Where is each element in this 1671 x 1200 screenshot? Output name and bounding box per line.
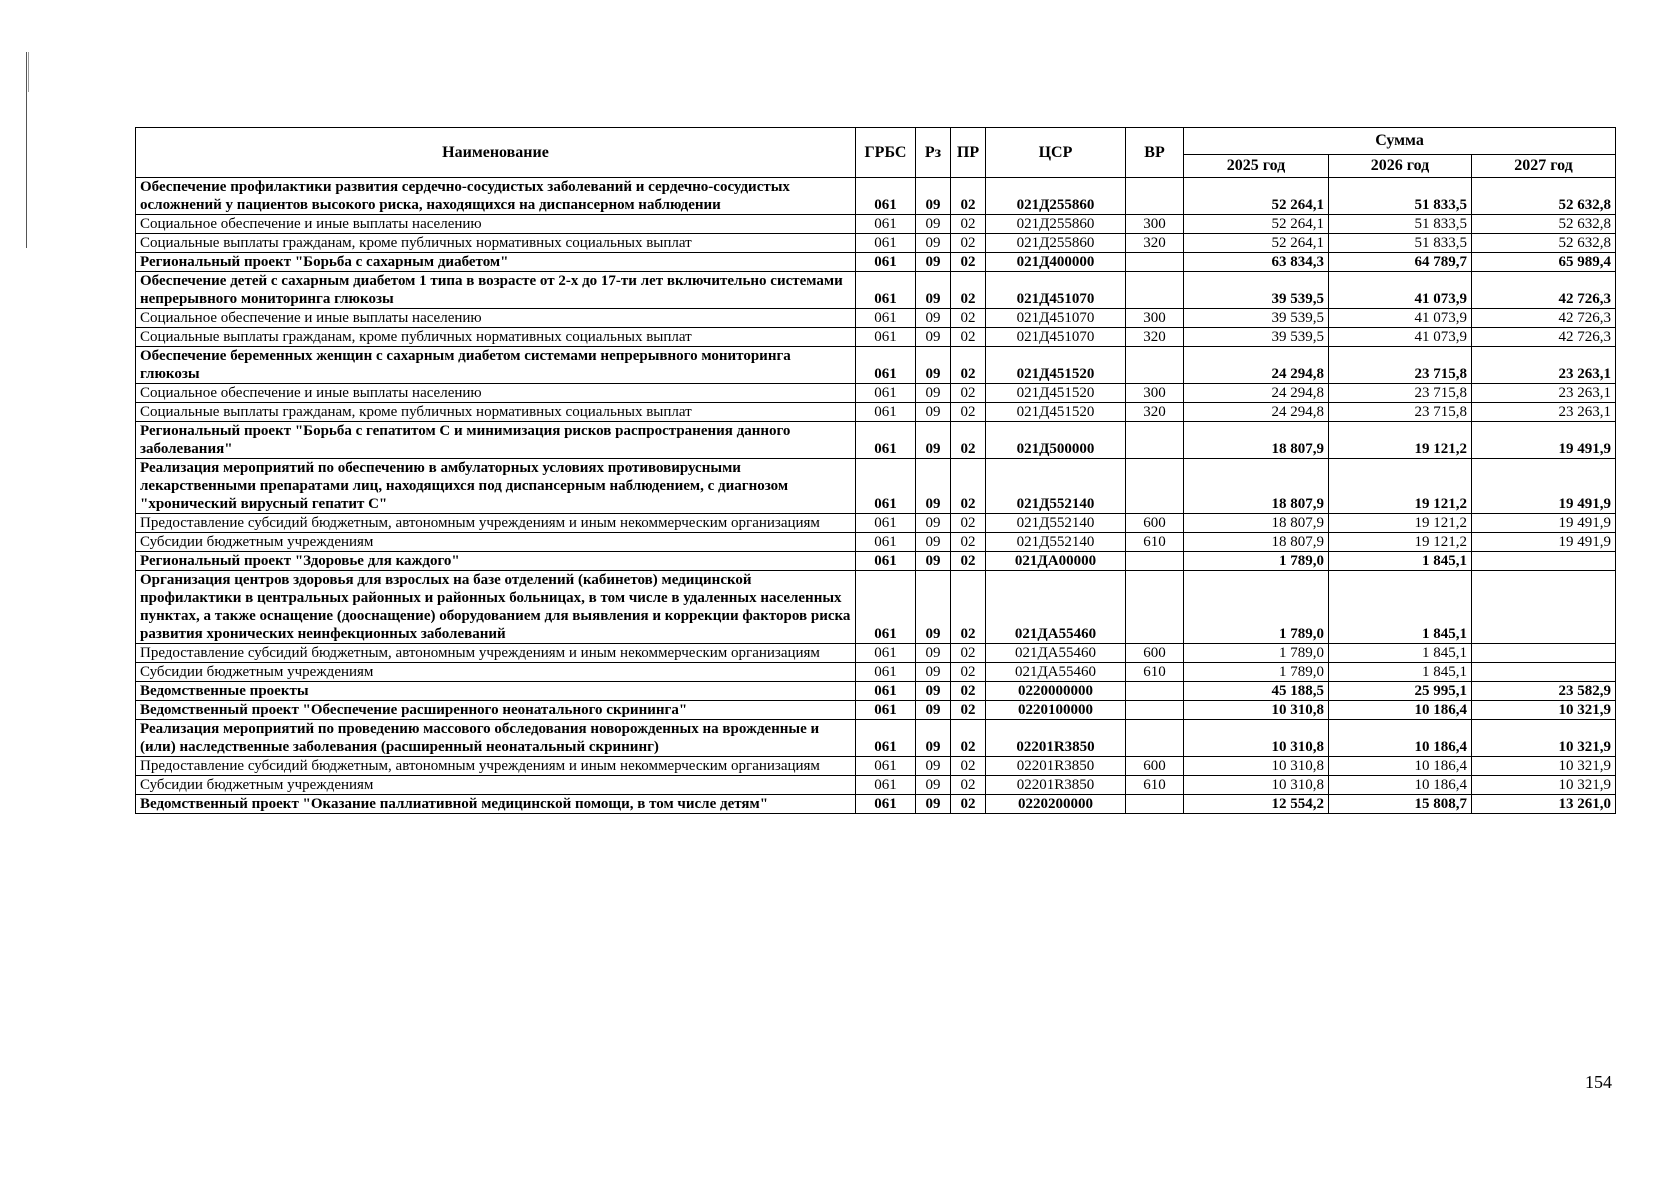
table-row xyxy=(136,682,1616,701)
row-csr: 021Д451520 xyxy=(986,384,1126,403)
row-vr: 610 xyxy=(1126,663,1184,682)
row-amount-2026: 51 833,5 xyxy=(1329,215,1472,234)
row-rz: 09 xyxy=(916,533,951,552)
row-name: Субсидии бюджетным учреждениям xyxy=(136,533,856,552)
table-row xyxy=(136,309,1616,328)
row-rz: 09 xyxy=(916,776,951,795)
table-row xyxy=(136,328,1616,347)
row-rz: 09 xyxy=(916,422,951,459)
row-rz: 09 xyxy=(916,384,951,403)
row-rz: 09 xyxy=(916,795,951,814)
row-pr: 02 xyxy=(951,272,986,309)
row-rz: 09 xyxy=(916,720,951,757)
row-amount-2027: 13 261,0 xyxy=(1472,795,1616,814)
row-grbs: 061 xyxy=(856,720,916,757)
row-rz: 09 xyxy=(916,347,951,384)
row-amount-2026: 23 715,8 xyxy=(1329,347,1472,384)
row-amount-2025: 63 834,3 xyxy=(1184,253,1329,272)
row-vr: 610 xyxy=(1126,533,1184,552)
row-pr: 02 xyxy=(951,253,986,272)
row-amount-2025: 10 310,8 xyxy=(1184,720,1329,757)
row-grbs: 061 xyxy=(856,309,916,328)
row-grbs: 061 xyxy=(856,757,916,776)
row-grbs: 061 xyxy=(856,384,916,403)
row-csr: 021ДА55460 xyxy=(986,663,1126,682)
row-name: Социальное обеспечение и иные выплаты населению xyxy=(136,309,856,328)
row-amount-2026: 1 845,1 xyxy=(1329,644,1472,663)
row-grbs: 061 xyxy=(856,253,916,272)
row-amount-2027: 19 491,9 xyxy=(1472,514,1616,533)
row-name: Ведомственные проекты xyxy=(136,682,856,701)
row-vr: 600 xyxy=(1126,514,1184,533)
row-csr: 0220200000 xyxy=(986,795,1126,814)
row-grbs: 061 xyxy=(856,272,916,309)
row-amount-2027: 23 582,9 xyxy=(1472,682,1616,701)
row-grbs: 061 xyxy=(856,776,916,795)
row-amount-2027: 23 263,1 xyxy=(1472,403,1616,422)
row-pr: 02 xyxy=(951,384,986,403)
page-number: 154 xyxy=(1585,1072,1612,1092)
row-grbs: 061 xyxy=(856,663,916,682)
row-amount-2027 xyxy=(1472,571,1616,644)
row-grbs: 061 xyxy=(856,514,916,533)
row-rz: 09 xyxy=(916,234,951,253)
row-pr: 02 xyxy=(951,795,986,814)
table-row xyxy=(136,663,1616,682)
row-csr: 021Д451520 xyxy=(986,403,1126,422)
row-amount-2026: 10 186,4 xyxy=(1329,776,1472,795)
row-pr: 02 xyxy=(951,533,986,552)
row-amount-2025: 39 539,5 xyxy=(1184,309,1329,328)
row-csr: 021ДА00000 xyxy=(986,552,1126,571)
row-name: Социальное обеспечение и иные выплаты населению xyxy=(136,384,856,403)
header-vr: ВР xyxy=(1126,128,1184,178)
row-csr: 02201R3850 xyxy=(986,720,1126,757)
row-vr: 320 xyxy=(1126,234,1184,253)
row-amount-2027: 23 263,1 xyxy=(1472,347,1616,384)
table-row xyxy=(136,234,1616,253)
row-pr: 02 xyxy=(951,422,986,459)
row-vr xyxy=(1126,571,1184,644)
table-row xyxy=(136,422,1616,459)
row-pr: 02 xyxy=(951,663,986,682)
row-csr: 021Д552140 xyxy=(986,459,1126,514)
row-amount-2027: 10 321,9 xyxy=(1472,720,1616,757)
table-row xyxy=(136,253,1616,272)
row-amount-2025: 24 294,8 xyxy=(1184,384,1329,403)
header-year-2027: 2027 год xyxy=(1472,155,1616,178)
header-year-2025: 2025 год xyxy=(1184,155,1329,178)
row-amount-2027: 42 726,3 xyxy=(1472,272,1616,309)
table-row xyxy=(136,178,1616,215)
row-amount-2027 xyxy=(1472,644,1616,663)
row-amount-2025: 52 264,1 xyxy=(1184,234,1329,253)
row-vr xyxy=(1126,347,1184,384)
row-pr: 02 xyxy=(951,234,986,253)
row-amount-2027: 19 491,9 xyxy=(1472,459,1616,514)
row-vr: 600 xyxy=(1126,644,1184,663)
row-amount-2025: 18 807,9 xyxy=(1184,533,1329,552)
row-name: Региональный проект "Борьба с гепатитом С и минимизация рисков распространения данного заболевания" xyxy=(136,422,856,459)
row-rz: 09 xyxy=(916,403,951,422)
left-margin-line xyxy=(26,52,27,248)
row-vr xyxy=(1126,253,1184,272)
row-vr xyxy=(1126,795,1184,814)
row-amount-2025: 39 539,5 xyxy=(1184,272,1329,309)
row-pr: 02 xyxy=(951,776,986,795)
header-year-2026: 2026 год xyxy=(1329,155,1472,178)
row-amount-2026: 1 845,1 xyxy=(1329,663,1472,682)
row-name: Субсидии бюджетным учреждениям xyxy=(136,663,856,682)
row-amount-2026: 41 073,9 xyxy=(1329,272,1472,309)
table-row xyxy=(136,776,1616,795)
row-amount-2025: 24 294,8 xyxy=(1184,347,1329,384)
row-vr xyxy=(1126,701,1184,720)
row-amount-2026: 64 789,7 xyxy=(1329,253,1472,272)
row-amount-2025: 18 807,9 xyxy=(1184,459,1329,514)
row-amount-2026: 10 186,4 xyxy=(1329,701,1472,720)
row-amount-2026: 10 186,4 xyxy=(1329,720,1472,757)
header-name: Наименование xyxy=(136,128,856,178)
row-name: Региональный проект "Борьба с сахарным диабетом" xyxy=(136,253,856,272)
row-name: Социальные выплаты гражданам, кроме публичных нормативных социальных выплат xyxy=(136,403,856,422)
row-vr: 300 xyxy=(1126,215,1184,234)
row-rz: 09 xyxy=(916,309,951,328)
row-grbs: 061 xyxy=(856,328,916,347)
row-amount-2025: 52 264,1 xyxy=(1184,215,1329,234)
row-rz: 09 xyxy=(916,757,951,776)
row-rz: 09 xyxy=(916,701,951,720)
row-amount-2027: 23 263,1 xyxy=(1472,384,1616,403)
row-rz: 09 xyxy=(916,571,951,644)
row-csr: 021Д400000 xyxy=(986,253,1126,272)
row-name: Субсидии бюджетным учреждениям xyxy=(136,776,856,795)
row-grbs: 061 xyxy=(856,215,916,234)
row-pr: 02 xyxy=(951,328,986,347)
row-amount-2026: 1 845,1 xyxy=(1329,552,1472,571)
header-rz: Рз xyxy=(916,128,951,178)
row-csr: 021Д451070 xyxy=(986,309,1126,328)
row-name: Обеспечение беременных женщин с сахарным диабетом системами непрерывного мониторинга глюкозы xyxy=(136,347,856,384)
row-grbs: 061 xyxy=(856,403,916,422)
row-rz: 09 xyxy=(916,272,951,309)
row-vr xyxy=(1126,178,1184,215)
row-vr xyxy=(1126,682,1184,701)
row-csr: 021Д255860 xyxy=(986,215,1126,234)
row-csr: 021ДА55460 xyxy=(986,571,1126,644)
table-row xyxy=(136,552,1616,571)
row-vr xyxy=(1126,552,1184,571)
header-sum: Сумма xyxy=(1184,128,1616,155)
left-margin-line xyxy=(28,52,29,92)
row-amount-2026: 19 121,2 xyxy=(1329,514,1472,533)
row-name: Обеспечение детей с сахарным диабетом 1 типа в возрасте от 2-х до 17-ти лет включительно системами непрерывного мониторинга глюкозы xyxy=(136,272,856,309)
row-pr: 02 xyxy=(951,571,986,644)
row-name: Обеспечение профилактики развития сердечно-сосудистых заболеваний и сердечно-сосудистых осложнений у пациентов высокого риска, находящихся на диспансерном наблюдении xyxy=(136,178,856,215)
row-vr: 610 xyxy=(1126,776,1184,795)
row-amount-2025: 1 789,0 xyxy=(1184,644,1329,663)
row-amount-2026: 10 186,4 xyxy=(1329,757,1472,776)
table-row xyxy=(136,701,1616,720)
row-vr: 320 xyxy=(1126,328,1184,347)
row-amount-2027: 52 632,8 xyxy=(1472,234,1616,253)
row-name: Социальные выплаты гражданам, кроме публичных нормативных социальных выплат xyxy=(136,234,856,253)
row-amount-2026: 23 715,8 xyxy=(1329,384,1472,403)
row-csr: 0220000000 xyxy=(986,682,1126,701)
row-amount-2026: 19 121,2 xyxy=(1329,459,1472,514)
row-vr xyxy=(1126,422,1184,459)
row-pr: 02 xyxy=(951,459,986,514)
row-csr: 021Д255860 xyxy=(986,234,1126,253)
row-rz: 09 xyxy=(916,663,951,682)
row-amount-2025: 39 539,5 xyxy=(1184,328,1329,347)
row-amount-2026: 51 833,5 xyxy=(1329,234,1472,253)
row-amount-2025: 10 310,8 xyxy=(1184,757,1329,776)
row-grbs: 061 xyxy=(856,701,916,720)
row-amount-2025: 10 310,8 xyxy=(1184,701,1329,720)
row-grbs: 061 xyxy=(856,459,916,514)
row-rz: 09 xyxy=(916,682,951,701)
row-amount-2027: 19 491,9 xyxy=(1472,422,1616,459)
table-row xyxy=(136,644,1616,663)
row-vr: 320 xyxy=(1126,403,1184,422)
row-amount-2027: 65 989,4 xyxy=(1472,253,1616,272)
row-grbs: 061 xyxy=(856,533,916,552)
row-pr: 02 xyxy=(951,215,986,234)
row-grbs: 061 xyxy=(856,682,916,701)
row-amount-2026: 41 073,9 xyxy=(1329,328,1472,347)
row-amount-2027: 19 491,9 xyxy=(1472,533,1616,552)
row-name: Реализация мероприятий по проведению массового обследования новорожденных на врожденные и (или) наследственные заболевания (расширенный неонатальный скрининг) xyxy=(136,720,856,757)
row-vr xyxy=(1126,272,1184,309)
row-pr: 02 xyxy=(951,178,986,215)
row-csr: 0220100000 xyxy=(986,701,1126,720)
row-amount-2027: 10 321,9 xyxy=(1472,757,1616,776)
table-row xyxy=(136,757,1616,776)
table-row xyxy=(136,347,1616,384)
row-csr: 021Д255860 xyxy=(986,178,1126,215)
row-grbs: 061 xyxy=(856,422,916,459)
row-name: Региональный проект "Здоровье для каждого" xyxy=(136,552,856,571)
table-row xyxy=(136,720,1616,757)
row-amount-2027: 52 632,8 xyxy=(1472,215,1616,234)
row-amount-2027: 10 321,9 xyxy=(1472,776,1616,795)
row-grbs: 061 xyxy=(856,571,916,644)
row-amount-2025: 45 188,5 xyxy=(1184,682,1329,701)
row-name: Социальное обеспечение и иные выплаты населению xyxy=(136,215,856,234)
row-name: Ведомственный проект "Оказание паллиативной медицинской помощи, в том числе детям" xyxy=(136,795,856,814)
row-name: Ведомственный проект "Обеспечение расширенного неонатального скрининга" xyxy=(136,701,856,720)
row-amount-2026: 15 808,7 xyxy=(1329,795,1472,814)
row-rz: 09 xyxy=(916,178,951,215)
row-csr: 021Д552140 xyxy=(986,533,1126,552)
row-rz: 09 xyxy=(916,552,951,571)
row-amount-2025: 24 294,8 xyxy=(1184,403,1329,422)
row-amount-2027 xyxy=(1472,663,1616,682)
row-grbs: 061 xyxy=(856,644,916,663)
row-rz: 09 xyxy=(916,328,951,347)
row-pr: 02 xyxy=(951,682,986,701)
row-amount-2026: 41 073,9 xyxy=(1329,309,1472,328)
row-amount-2025: 52 264,1 xyxy=(1184,178,1329,215)
row-csr: 021Д451070 xyxy=(986,272,1126,309)
row-pr: 02 xyxy=(951,552,986,571)
row-pr: 02 xyxy=(951,309,986,328)
row-csr: 02201R3850 xyxy=(986,757,1126,776)
row-pr: 02 xyxy=(951,514,986,533)
row-pr: 02 xyxy=(951,701,986,720)
table-body xyxy=(136,178,1616,814)
row-amount-2027: 42 726,3 xyxy=(1472,328,1616,347)
row-grbs: 061 xyxy=(856,795,916,814)
row-amount-2025: 10 310,8 xyxy=(1184,776,1329,795)
row-vr: 600 xyxy=(1126,757,1184,776)
row-name: Предоставление субсидий бюджетным, автономным учреждениям и иным некоммерческим организациям xyxy=(136,514,856,533)
row-amount-2025: 18 807,9 xyxy=(1184,422,1329,459)
row-pr: 02 xyxy=(951,347,986,384)
row-csr: 021Д451520 xyxy=(986,347,1126,384)
row-rz: 09 xyxy=(916,514,951,533)
budget-table xyxy=(135,127,1616,814)
header-csr: ЦСР xyxy=(986,128,1126,178)
row-amount-2025: 1 789,0 xyxy=(1184,571,1329,644)
row-vr: 300 xyxy=(1126,309,1184,328)
row-rz: 09 xyxy=(916,253,951,272)
row-grbs: 061 xyxy=(856,234,916,253)
row-name: Социальные выплаты гражданам, кроме публичных нормативных социальных выплат xyxy=(136,328,856,347)
header-grbs: ГРБС xyxy=(856,128,916,178)
table-row xyxy=(136,215,1616,234)
table-row xyxy=(136,533,1616,552)
row-name: Предоставление субсидий бюджетным, автономным учреждениям и иным некоммерческим организациям xyxy=(136,757,856,776)
row-csr: 02201R3850 xyxy=(986,776,1126,795)
table-row xyxy=(136,272,1616,309)
row-amount-2026: 19 121,2 xyxy=(1329,422,1472,459)
row-amount-2026: 25 995,1 xyxy=(1329,682,1472,701)
row-csr: 021Д451070 xyxy=(986,328,1126,347)
table-row xyxy=(136,514,1616,533)
row-amount-2026: 51 833,5 xyxy=(1329,178,1472,215)
row-rz: 09 xyxy=(916,215,951,234)
row-pr: 02 xyxy=(951,644,986,663)
row-grbs: 061 xyxy=(856,552,916,571)
row-vr xyxy=(1126,720,1184,757)
table-row xyxy=(136,403,1616,422)
row-amount-2025: 1 789,0 xyxy=(1184,552,1329,571)
row-amount-2027 xyxy=(1472,552,1616,571)
row-amount-2026: 23 715,8 xyxy=(1329,403,1472,422)
table-row xyxy=(136,571,1616,644)
row-csr: 021ДА55460 xyxy=(986,644,1126,663)
row-name: Реализация мероприятий по обеспечению в амбулаторных условиях противовирусными лекарственными препаратами лиц, находящихся под диспансерным наблюдением, с диагнозом "хронический вирусный гепатит С" xyxy=(136,459,856,514)
table-row xyxy=(136,795,1616,814)
row-name: Предоставление субсидий бюджетным, автономным учреждениям и иным некоммерческим организациям xyxy=(136,644,856,663)
table-header xyxy=(136,128,1616,178)
row-pr: 02 xyxy=(951,720,986,757)
row-amount-2025: 12 554,2 xyxy=(1184,795,1329,814)
row-amount-2027: 42 726,3 xyxy=(1472,309,1616,328)
row-pr: 02 xyxy=(951,757,986,776)
row-amount-2025: 18 807,9 xyxy=(1184,514,1329,533)
row-csr: 021Д552140 xyxy=(986,514,1126,533)
row-pr: 02 xyxy=(951,403,986,422)
header-pr: ПР xyxy=(951,128,986,178)
row-amount-2027: 52 632,8 xyxy=(1472,178,1616,215)
row-grbs: 061 xyxy=(856,347,916,384)
row-name: Организация центров здоровья для взрослых на базе отделений (кабинетов) медицинской профилактики в центральных районных и районных больницах, в том числе в удаленных населенных пунктах, а также оснащение (дооснащение) оборудованием для выявления и коррекции факторов риска развития хронических неинфекционных заболеваний xyxy=(136,571,856,644)
table-row xyxy=(136,459,1616,514)
row-amount-2025: 1 789,0 xyxy=(1184,663,1329,682)
row-amount-2026: 19 121,2 xyxy=(1329,533,1472,552)
row-rz: 09 xyxy=(916,644,951,663)
row-vr xyxy=(1126,459,1184,514)
row-vr: 300 xyxy=(1126,384,1184,403)
row-csr: 021Д500000 xyxy=(986,422,1126,459)
row-amount-2027: 10 321,9 xyxy=(1472,701,1616,720)
row-grbs: 061 xyxy=(856,178,916,215)
row-amount-2026: 1 845,1 xyxy=(1329,571,1472,644)
table-row xyxy=(136,384,1616,403)
row-rz: 09 xyxy=(916,459,951,514)
